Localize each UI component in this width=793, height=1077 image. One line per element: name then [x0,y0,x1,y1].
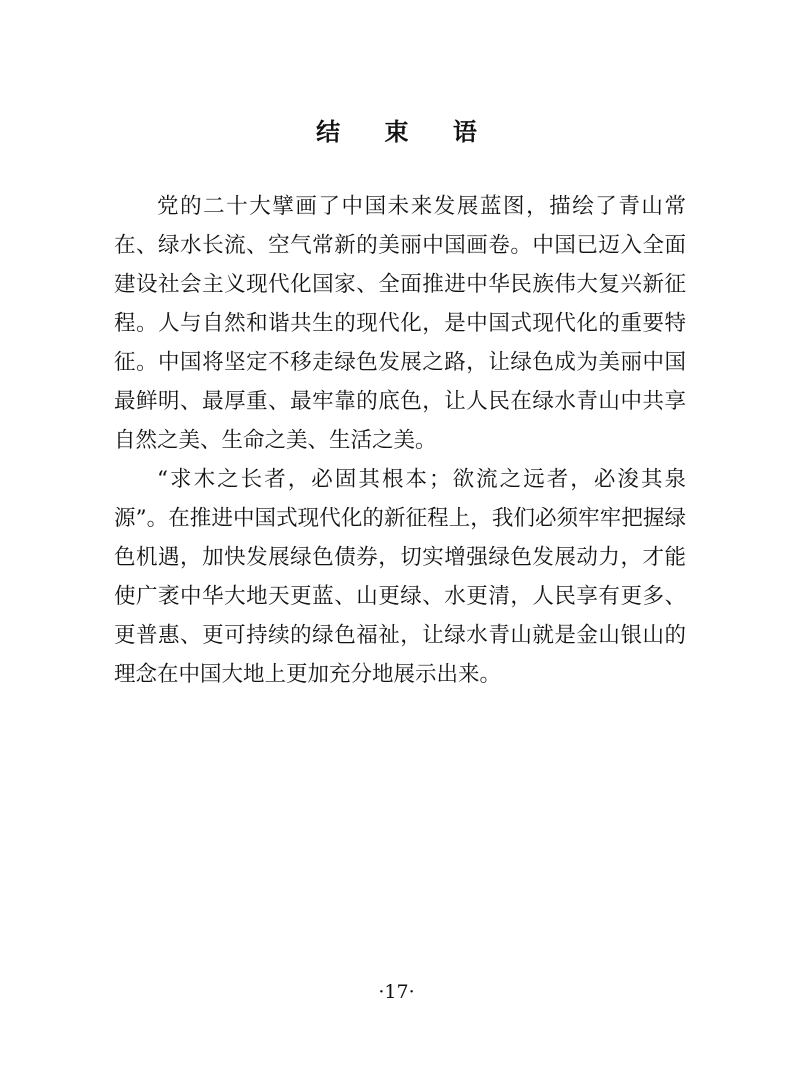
page-title: 结 束 语 [316,117,495,146]
page-number: ·17· [378,981,415,1003]
paragraph-2: “求木之长者，必固其根本；欲流之远者，必浚其泉源”。在推进中国式现代化的新征程上，我们必须牢牢把握绿色机遇，加快发展绿色债券，切实增强绿色发展动力，才能使广袤中华大地天更蓝、山更绿、水更清，人民享有更多、更普惠、更可持续的绿色福祉，让绿水青山就是金山银山的理念在中国大地上更加充分地展示出来。 [114,467,686,687]
paragraph-1: 党的二十大擘画了中国未来发展蓝图，描绘了青山常在、绿水长流、空气常新的美丽中国画卷。中国已迈入全面建设社会主义现代化国家、全面推进中华民族伟大复兴新征程。人与自然和谐共生的现代化，是中国式现代化的重要特征。中国将坚定不移走绿色发展之路，让绿色成为美丽中国最鲜明、最厚重、最牢靠的底色，让人民在绿水青山中共享自然之美、生命之美、生活之美。 [114,194,686,453]
body-text [114,187,686,694]
